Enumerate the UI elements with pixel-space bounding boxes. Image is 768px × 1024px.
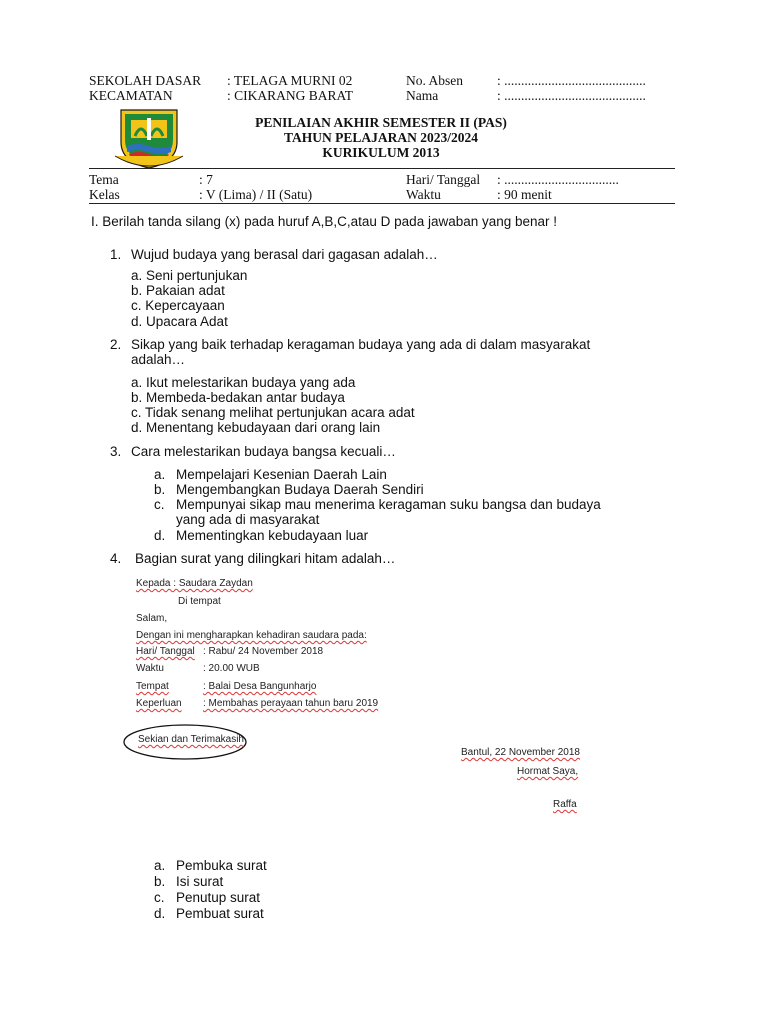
letter-day-value: : Rabu/ 24 November 2018 [203,646,324,657]
letter-closing-wrap [138,732,244,747]
q4-option-a-letter: a. [154,858,166,873]
q3-option-a-letter: a. [154,467,166,482]
question-1-number: 1. [110,247,122,262]
q2-option-d: d. Menentang kebudayaan dari orang lain [131,420,381,435]
name-label: Nama [406,88,439,103]
letter-venue-value-wrap [203,679,316,694]
letter-sender-wrap [553,797,577,812]
letter-intro: Dengan ini mengharapkan kehadiran saudara pada: [136,630,367,641]
question-1-text: Wujud budaya yang berasal dari gagasan adalah… [131,247,438,262]
q2-option-a: a. Ikut melestarikan budaya yang ada [131,375,356,390]
district-value: : CIKARANG BARAT [227,88,354,103]
q4-option-d-letter: d. [154,906,166,921]
letter-city-date-wrap [461,745,580,760]
q1-option-d: d. Upacara Adat [131,314,228,329]
letter-time-label: Waktu [136,663,164,674]
letter-regards: Hormat Saya, [517,766,579,777]
q2-option-b: b. Membeda-bedakan antar budaya [131,390,345,405]
q1-option-c: c. Kepercayaan [131,298,225,313]
q3-option-c-letter: c. [154,497,165,512]
name-value: : .......................................... [497,88,646,103]
q3-option-c: Mempunyai sikap mau menerima keragaman suku bangsa dan budaya [176,497,601,512]
q4-option-b: Isi surat [176,874,224,889]
question-2-text-line2: adalah… [131,352,186,367]
letter-purpose-value-wrap [203,696,378,711]
question-4-number: 4. [110,551,122,566]
school-emblem-logo [113,106,185,172]
q3-option-b: Mengembangkan Budaya Daerah Sendiri [176,482,424,497]
class-value: : V (Lima) / II (Satu) [199,187,313,202]
time-value: : 90 menit [497,187,552,202]
date-label: Hari/ Tanggal [406,172,481,187]
question-2-number: 2. [110,337,122,352]
divider-top [89,168,675,169]
letter-greeting: Salam, [136,613,168,624]
letter-purpose-label: Keperluan [136,698,182,709]
school-value: : TELAGA MURNI 02 [227,73,353,88]
q4-option-a: Pembuka surat [176,858,267,873]
q4-option-d: Pembuat surat [176,906,264,921]
letter-venue-label-wrap [136,679,169,694]
school-label: SEKOLAH DASAR [89,73,202,88]
class-label: Kelas [89,187,120,202]
absen-value: : .......................................... [497,73,646,88]
q4-option-b-letter: b. [154,874,166,889]
date-value: : .................................. [497,172,619,187]
question-4-text: Bagian surat yang dilingkari hitam adalah… [135,551,396,566]
q1-option-b: b. Pakaian adat [131,283,225,298]
q3-option-a: Mempelajari Kesenian Daerah Lain [176,467,387,482]
academic-year: TAHUN PELAJARAN 2023/2024 [283,130,478,145]
letter-day-label-wrap [136,644,195,659]
exam-title: PENILAIAN AKHIR SEMESTER II (PAS) [255,115,507,130]
letter-venue-label: Tempat [136,681,169,692]
q3-option-d-letter: d. [154,528,166,543]
letter-purpose-value: : Membahas perayaan tahun baru 2019 [203,698,379,709]
q4-option-c: Penutup surat [176,890,261,905]
theme-label: Tema [89,172,119,187]
letter-regards-wrap [517,764,578,779]
letter-place: Di tempat [178,596,221,607]
letter-to [136,576,253,591]
time-label: Waktu [406,187,441,202]
curriculum: KURIKULUM 2013 [322,145,440,160]
theme-value: : 7 [199,172,213,187]
q3-option-d: Mementingkan kebudayaan luar [176,528,369,543]
question-2-text-line1: Sikap yang baik terhadap keragaman budaya yang ada di dalam masyarakat [131,337,591,352]
q1-option-a: a. Seni pertunjukan [131,268,248,283]
question-3-number: 3. [110,444,122,459]
divider-bottom [89,203,675,204]
q3-option-c-cont: yang ada di masyarakat [176,512,320,527]
letter-city-date: Bantul, 22 November 2018 [461,747,580,758]
letter-day-label: Hari/ Tanggal [136,646,195,657]
q2-option-c: c. Tidak senang melihat pertunjukan acara adat [131,405,415,420]
question-3-text: Cara melestarikan budaya bangsa kecuali… [131,444,396,459]
q3-option-b-letter: b. [154,482,166,497]
instruction-text: I. Berilah tanda silang (x) pada huruf A,B,C,atau D pada jawaban yang benar ! [91,214,558,229]
letter-venue-value: : Balai Desa Bangunharjo [203,681,317,692]
absen-label: No. Absen [406,73,463,88]
letter-to-text: Kepada : Saudara Zaydan [136,578,253,589]
letter-closing: Sekian dan Terimakasih [138,734,244,745]
district-label: KECAMATAN [89,88,173,103]
letter-time-value: : 20.00 WUB [203,663,260,674]
q4-option-c-letter: c. [154,890,165,905]
letter-sender: Raffa [553,799,577,810]
letter-intro-wrap [136,628,367,643]
letter-purpose-label-wrap [136,696,182,711]
